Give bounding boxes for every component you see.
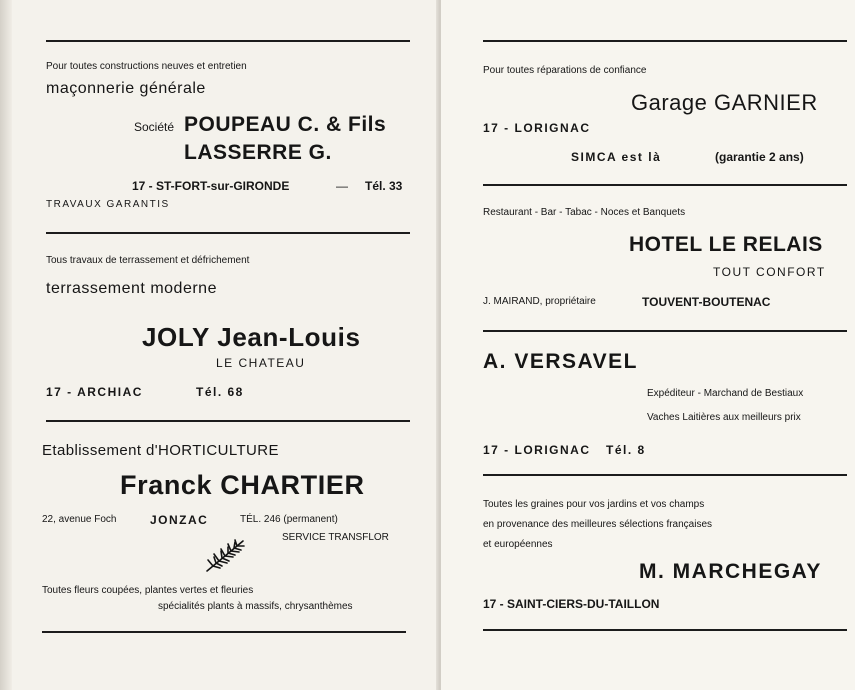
description-line: et européennes (483, 539, 553, 550)
ad-trade: terrassement moderne (46, 280, 217, 297)
phone: Tél. 33 (365, 179, 403, 193)
company-prefix: Société (134, 120, 175, 134)
address: 17 - ST-FORT-sur-GIRONDE (132, 179, 290, 193)
description-line: Vaches Laitières aux meilleurs prix (647, 412, 801, 423)
phone: Tél. 8 (606, 443, 646, 457)
ad-intro: Pour toutes réparations de confiance (483, 65, 647, 76)
divider (483, 474, 847, 476)
company-name-2: LASSERRE G. (184, 141, 332, 164)
ad-trade: maçonnerie générale (46, 80, 206, 97)
divider (46, 420, 410, 422)
page-edge-shadow (0, 0, 12, 690)
place: LE CHATEAU (216, 356, 306, 370)
ad-intro: Restaurant - Bar - Tabac - Noces et Banquets (483, 207, 686, 218)
town: JONZAC (150, 513, 209, 527)
divider (46, 232, 410, 234)
company-name: A. VERSAVEL (483, 350, 638, 373)
company-name: Garage GARNIER (631, 90, 818, 115)
right-page (441, 0, 855, 690)
divider (46, 40, 410, 42)
address: 17 - LORIGNAC (483, 443, 591, 457)
address: 17 - SAINT-CIERS-DU-TAILLON (483, 597, 660, 611)
ad-intro: Tous travaux de terrassement et défrichement (46, 255, 250, 266)
description-line: Toutes fleurs coupées, plantes vertes et fleuries (42, 585, 254, 596)
address: 17 - ARCHIAC (46, 385, 143, 399)
phone: Tél. 68 (196, 385, 244, 399)
company-name: M. MARCHEGAY (639, 560, 822, 583)
description-line: en provenance des meilleures sélections françaises (483, 519, 713, 530)
description-line: Expéditeur - Marchand de Bestiaux (647, 388, 804, 399)
brand: SIMCA est là (571, 150, 662, 164)
ad-heading: Etablissement d'HORTICULTURE (42, 442, 279, 459)
separator: — (336, 179, 348, 193)
comfort: TOUT CONFORT (713, 265, 826, 279)
description-line: Toutes les graines pour vos jardins et vos champs (483, 499, 705, 510)
company-name: Franck CHARTIER (120, 470, 365, 500)
company-name: POUPEAU C. & Fils (184, 113, 387, 136)
divider (483, 184, 847, 186)
ad-intro: Pour toutes constructions neuves et entretien (46, 61, 247, 72)
town: TOUVENT-BOUTENAC (642, 295, 771, 309)
divider (483, 629, 847, 631)
guarantee: (garantie 2 ans) (715, 150, 804, 164)
phone: TÉL. 246 (permanent) (240, 514, 338, 525)
address: 17 - LORIGNAC (483, 121, 591, 135)
company-name: JOLY Jean-Louis (142, 322, 361, 352)
owner: J. MAIRAND, propriétaire (483, 296, 596, 307)
divider (42, 631, 406, 633)
note: TRAVAUX GARANTIS (46, 199, 170, 210)
divider (483, 40, 847, 42)
description-line: spécialités plants à massifs, chrysanthèmes (158, 601, 353, 612)
divider (483, 330, 847, 332)
street: 22, avenue Foch (42, 514, 117, 525)
fir-sprig-icon (203, 535, 249, 575)
service: SERVICE TRANSFLOR (282, 532, 389, 543)
company-name: HOTEL LE RELAIS (629, 233, 823, 256)
